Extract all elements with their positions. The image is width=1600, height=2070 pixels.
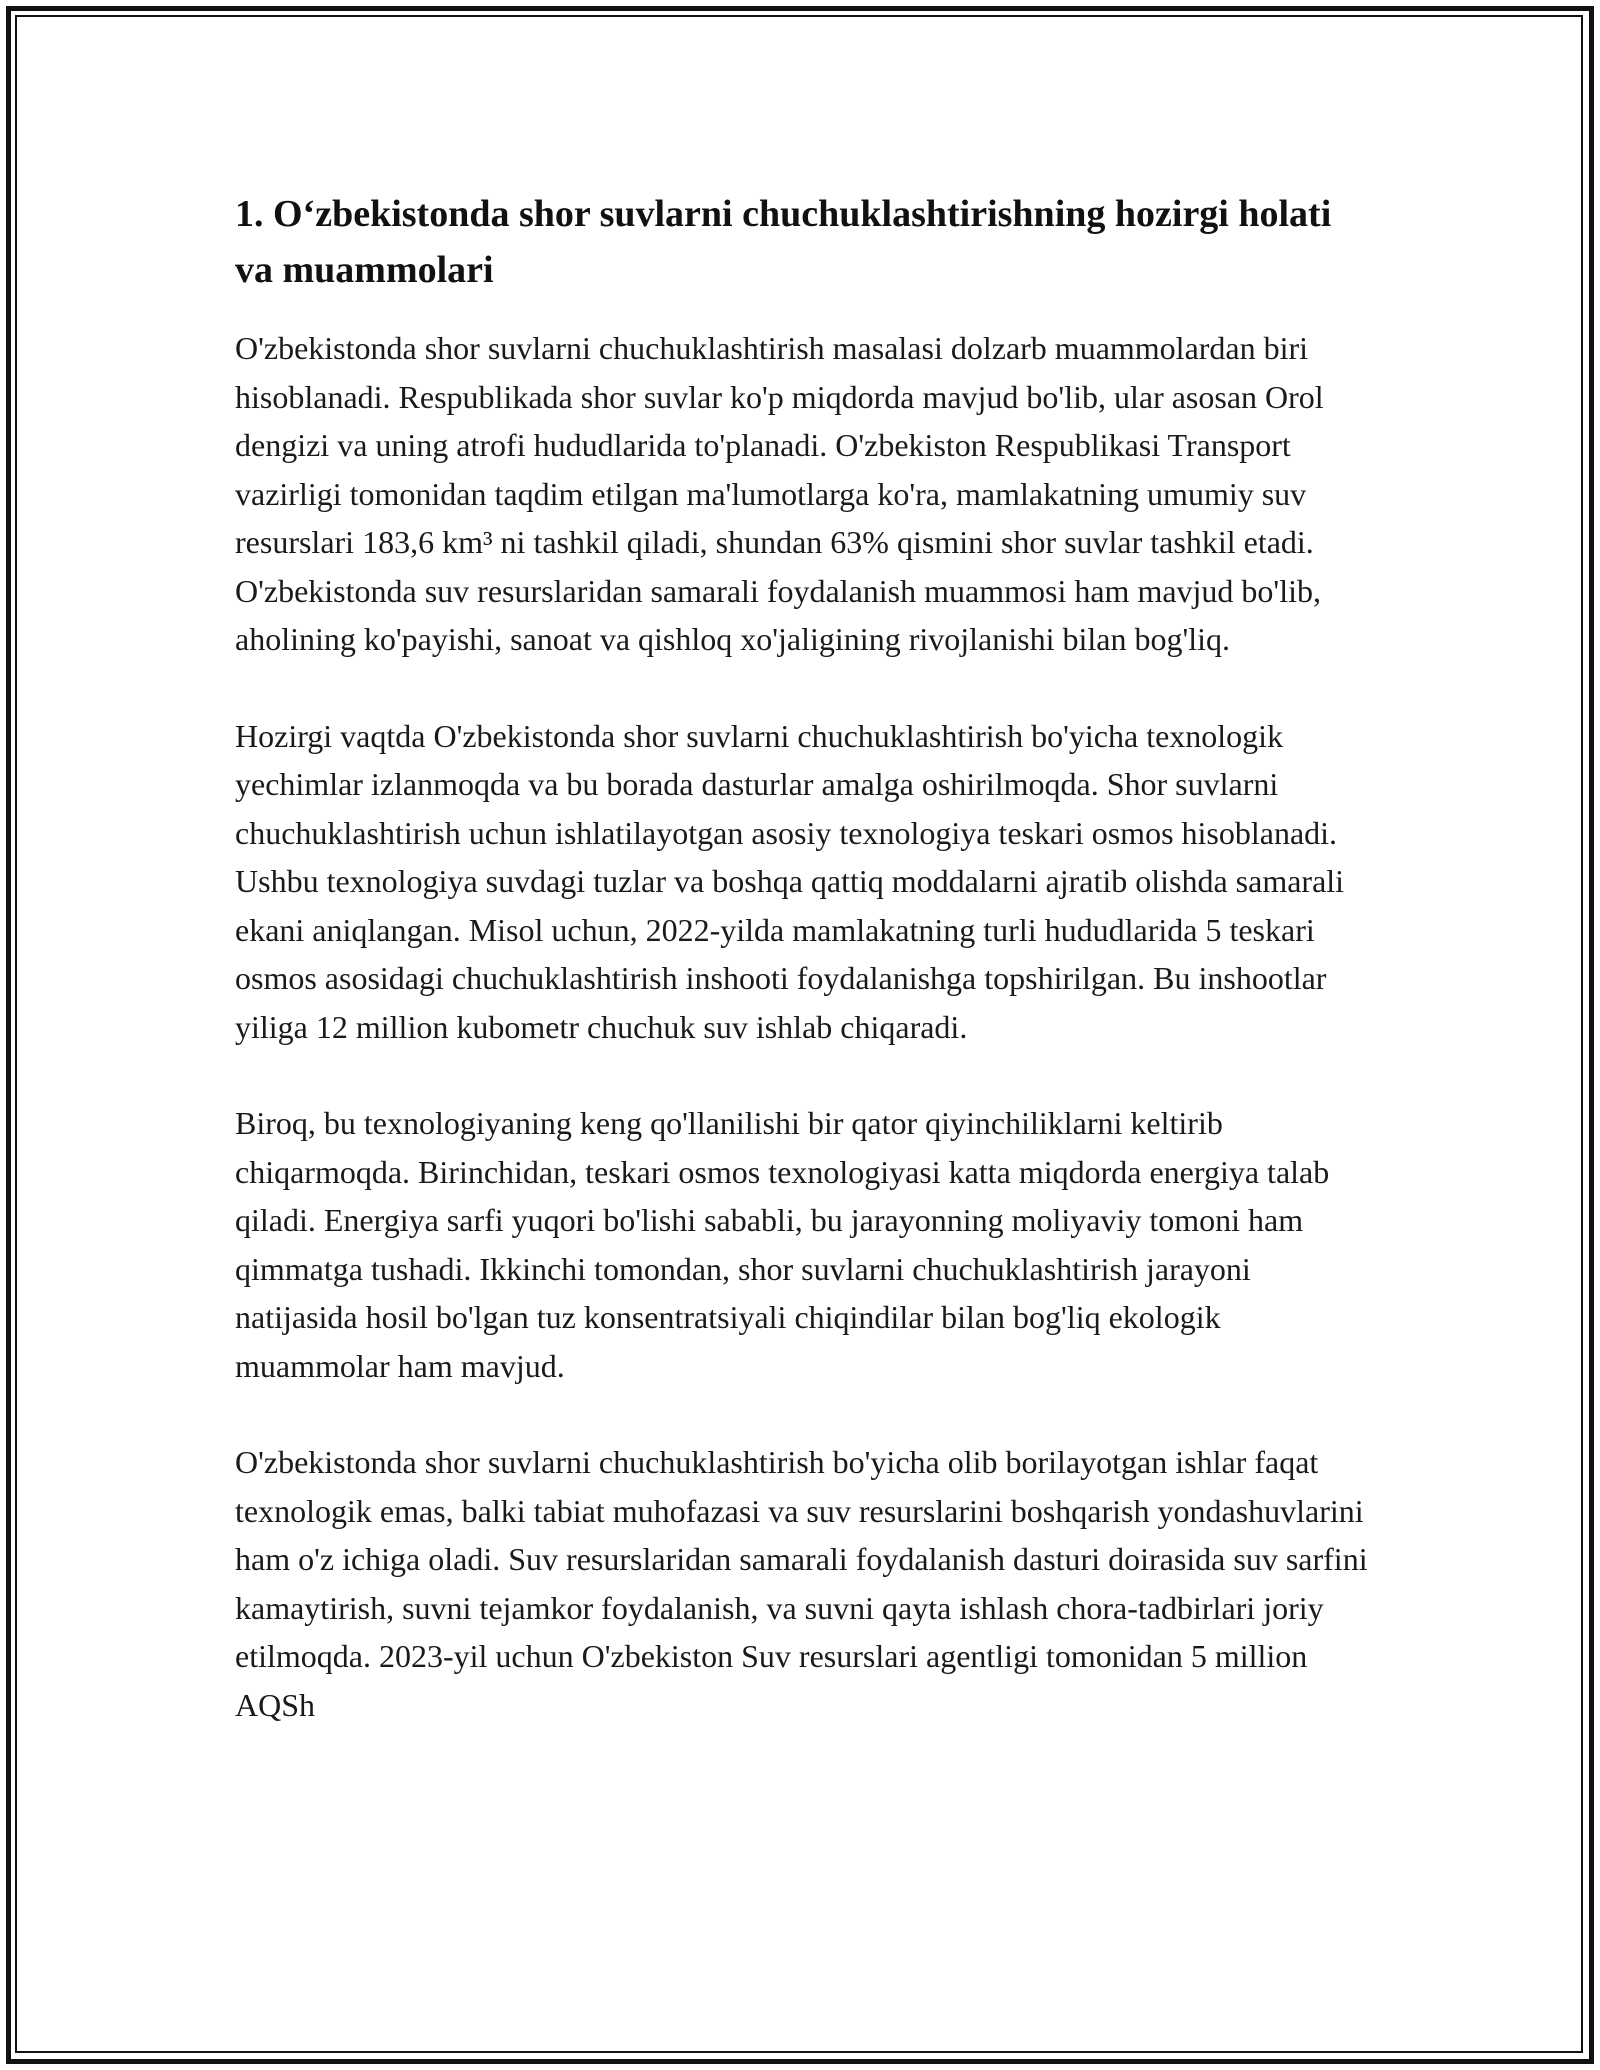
paragraph-4: O'zbekistonda shor suvlarni chuchuklashtirish bo'yicha olib borilayotgan ishlar faqat texnologik emas, balki tabiat muhofazasi va suv resurslarini boshqarish yondashuvlarini ham o'z ichiga oladi. Suv resurslaridan samarali foydalanish dasturi doirasida suv sarfini kamaytirish, suvni tejamkor foydalanish, va suvni qayta ishlash chora-tadbirlari joriy etilmoqda. 2023-yil uchun O'zbekiston Suv resurslari agentligi tomonidan 5 million AQSh <box>235 1444 1368 1723</box>
paragraph-3: Biroq, bu texnologiyaning keng qo'llanilishi bir qator qiyinchiliklarni keltirib chiqarmoqda. Birinchidan, teskari osmos texnologiyasi katta miqdorda energiya talab qiladi. Energiya sarfi yuqori bo'lishi sababli, bu jarayonning moliyaviy tomoni ham qimmatga tushadi. Ikkinchi tomondan, shor suvlarni chuchuklashtirish jarayoni natijasida hosil bo'lgan tuz konsentratsiyali chiqindilar bilan bog'liq ekologik muammolar ham mavjud. <box>235 1105 1330 1384</box>
paragraph-2: Hozirgi vaqtda O'zbekistonda shor suvlarni chuchuklashtirish bo'yicha texnologik yechimlar izlanmoqda va bu borada dasturlar amalga oshirilmoqda. Shor suvlarni chuchuklashtirish uchun ishlatilayotgan asosiy texnologiya teskari osmos hisoblanadi. Ushbu texnologiya suvdagi tuzlar va boshqa qattiq moddalarni ajratib olishda samarali ekani aniqlangan. Misol uchun, 2022-yilda mamlakatning turli hududlarida 5 teskari osmos asosidagi chuchuklashtirish inshooti foydalanishga topshirilgan. Bu inshootlar yiliga 12 million kubometr chuchuk suv ishlab chiqaradi. <box>235 717 1345 1045</box>
section-heading: 1. O‘zbekistonda shor suvlarni chuchuklashtirishning hozirgi holati va muammolari <box>235 193 1332 291</box>
document-body <box>235 186 1375 1777</box>
paragraph-1: O'zbekistonda shor suvlarni chuchuklashtirish masalasi dolzarb muammolardan biri hisoblanadi. Respublikada shor suvlar ko'p miqdorda mavjud bo'lib, ular asosan Orol dengizi va uning atrofi hududlarida to'planadi. O'zbekiston Respublikasi Transport vazirligi tomonidan taqdim etilgan ma'lumotlarga ko'ra, mamlakatning umumiy suv resurslari 183,6 km³ ni tashkil qiladi, shundan 63% qismini shor suvlar tashkil etadi. O'zbekistonda suv resurslaridan samarali foydalanish muammosi ham mavjud bo'lib, aholining ko'payishi, sanoat va qishloq xo'jaligining rivojlanishi bilan bog'liq. <box>235 330 1324 657</box>
